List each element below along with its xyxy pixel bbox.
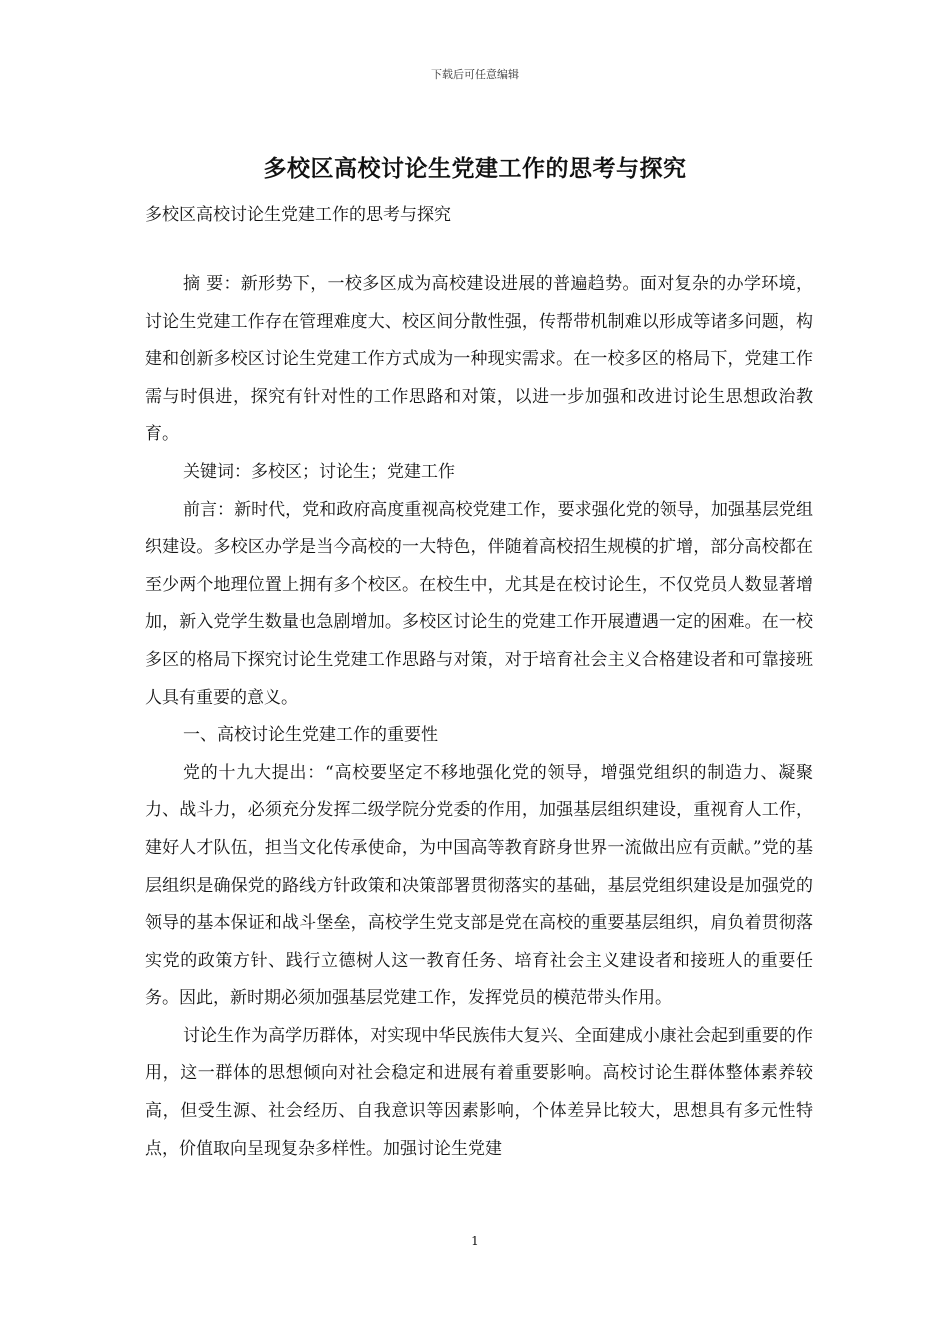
page-header-note: 下载后可任意编辑 [431, 68, 519, 81]
section-heading-1: 一、高校讨论生党建工作的重要性 [183, 725, 438, 746]
keywords-paragraph: 关键词：多校区；讨论生；党建工作 [183, 461, 455, 482]
document-title: 多校区高校讨论生党建工作的思考与探究 [263, 155, 687, 182]
document-subtitle: 多校区高校讨论生党建工作的思考与探究 [145, 205, 451, 225]
body-paragraph: 讨论生作为高学历群体，对实现中华民族伟大复兴、全面建成小康社会起到重要的作用，这一群体的思想倾向对社会稳定和进展有着重要影响。高校讨论生群体整体素养较高，但受生源、社会经历、自我意识等因素影响，个体差异比较大，思想具有多元性特点，价值取向呈现复杂多样性。加强讨论生党建 [145, 1025, 813, 1159]
body-paragraph: 党的十九大提出：“高校要坚定不移地强化党的领导，增强党组织的制造力、凝聚力、战斗力，必须充分发挥二级学院分党委的作用，加强基层组织建设，重视育人工作，建好人才队伍，担当文化传承使命，为中国高等教育跻身世界一流做出应有贡献。”党的基层组织是确保党的路线方针政策和决策部署贯彻落实的基础，基层党组织建设是加强党的领导的基本保证和战斗堡垒，高校学生党支部是党在高校的重要基层组织，肩负着贯彻落实党的政策方针、践行立德树人这一教育任务、培育社会主义建设者和接班人的重要任务。因此，新时期必须加强基层党建工作，发挥党员的模范带头作用。 [145, 762, 813, 1009]
document-body [145, 266, 813, 1168]
abstract-paragraph: 摘 要：新形势下，一校多区成为高校建设进展的普遍趋势。面对复杂的办学环境，讨论生党建工作存在管理难度大、校区间分散性强，传帮带机制难以形成等诸多问题，构建和创新多校区讨论生党建工作方式成为一种现实需求。在一校多区的格局下，党建工作需与时俱进，探究有针对性的工作思路和对策，以进一步加强和改进讨论生思想政治教育。 [145, 274, 813, 445]
page-number: 1 [471, 1234, 479, 1248]
preface-paragraph: 前言：新时代，党和政府高度重视高校党建工作，要求强化党的领导，加强基层党组织建设。多校区办学是当今高校的一大特色，伴随着高校招生规模的扩增，部分高校都在至少两个地理位置上拥有多个校区。在校生中，尤其是在校讨论生，不仅党员人数显著增加，新入党学生数量也急剧增加。多校区讨论生的党建工作开展遭遇一定的困难。在一校多区的格局下探究讨论生党建工作思路与对策，对于培育社会主义合格建设者和可靠接班人具有重要的意义。 [145, 499, 813, 708]
